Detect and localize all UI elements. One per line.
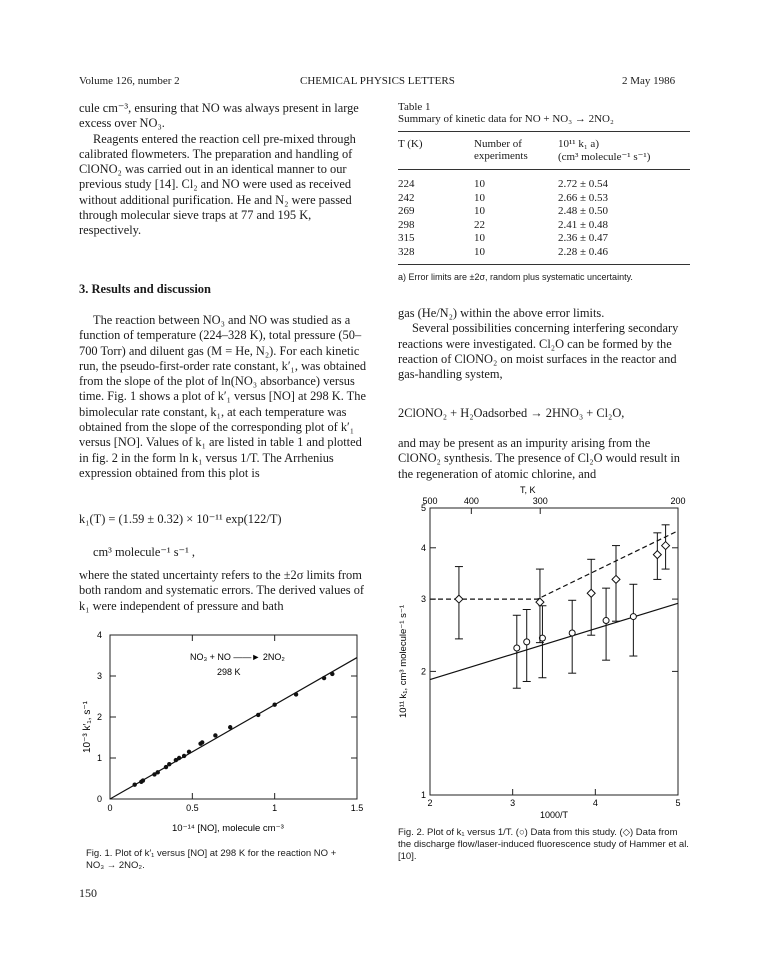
figure-2-chart <box>390 478 690 828</box>
cell-rate-constant: 2.48 ± 0.50 <box>558 205 609 217</box>
fig2-top-tick-label: 200 <box>670 496 686 506</box>
fig1-y-axis-label: 10⁻³ k′₁, s⁻¹ <box>82 701 93 753</box>
section-heading: 3. Results and discussion <box>79 282 211 296</box>
fig1-fit-line <box>110 658 357 799</box>
fig1-x-tick-label: 1.5 <box>350 803 364 813</box>
kinetic-data-rows <box>398 178 690 259</box>
fig1-reaction-label: NO₃ + NO ——► 2NO₂ <box>190 652 285 662</box>
figure-1-chart <box>72 625 372 843</box>
cell-rate-constant: 2.36 ± 0.47 <box>558 232 609 244</box>
right-column-body <box>398 306 690 382</box>
col-header-rate-constant <box>558 138 690 163</box>
fig1-data-point <box>182 754 186 758</box>
left-column-top <box>79 101 369 239</box>
col-header-experiments <box>474 138 558 163</box>
left-column-body <box>79 313 369 481</box>
paragraph: Several possibilities concerning interfering secondary reactions were investigated. Cl₂O can be formed by the reaction of ClONO₂ on moist surfaces in the reactor and gas-handling system, <box>398 321 679 382</box>
table-row <box>398 205 690 219</box>
table-subtitle: Summary of kinetic data for NO + NO₃ → 2NO₂ <box>398 113 614 125</box>
fig1-data-point <box>256 713 260 717</box>
fig2-data-point-hammer <box>455 595 463 603</box>
fig2-top-tick-label: 500 <box>422 496 438 506</box>
fig2-top-tick-label: 300 <box>532 496 548 506</box>
figure-1-caption: Fig. 1. Plot of k′₁ versus [NO] at 298 K for the reaction NO + NO₃ → 2NO₂. <box>86 848 337 871</box>
fig1-data-point <box>228 725 232 729</box>
fig1-y-tick-label: 0 <box>96 794 102 804</box>
cell-temperature: 242 <box>398 191 415 204</box>
fig2-y-tick-label: 5 <box>420 503 426 513</box>
table-title: Table 1 <box>398 101 431 113</box>
fig2-dashed-fit-line <box>430 531 678 599</box>
fig2-solid-fit-line <box>430 603 678 679</box>
fig2-x-tick-label: 5 <box>675 798 681 808</box>
fig2-y-tick-label: 3 <box>420 594 426 605</box>
fig1-data-point <box>156 770 160 774</box>
cell-temperature: 328 <box>398 245 415 258</box>
fig1-y-tick-label: 4 <box>96 630 102 640</box>
fig2-data-point-hammer <box>612 575 620 583</box>
fig1-data-point <box>294 692 298 696</box>
fig2-x-tick-label: 4 <box>592 798 598 808</box>
fig1-data-point <box>213 733 217 737</box>
cell-rate-constant: 2.72 ± 0.54 <box>558 178 609 190</box>
fig1-data-point <box>330 672 334 676</box>
fig1-data-point <box>200 740 204 744</box>
cell-temperature: 224 <box>398 178 415 190</box>
running-header-date: 2 May 1986 <box>622 75 676 87</box>
equation-units: cm³ molecule⁻¹ s⁻¹ , <box>93 545 195 559</box>
paragraph: where the stated uncertainty refers to the ±2σ limits from both random and systematic errors. The derived values of k₁ were independent of pressure and bath <box>79 568 365 613</box>
cell-experiments: 10 <box>474 178 485 190</box>
paragraph: The reaction between NO₃ and NO was studied as a function of temperature (224–328 K), total pressure (50–700 Torr) and diluent gas (M = He, N₂). For each kinetic run, the pseudo-first-order rate constant, k′₁, was obtained from the slope of the plot of ln(NO₃ absorbance) versus time. Fig. 1 shows a plot of k′₁ versus [NO] at 298 K. The bimolecular rate constant, k₁, at each temperature was obtained from the slope of the corresponding plot of k′₁ versus [NO]. Values of k₁ are listed in table 1 and plotted in fig. 2 in the form ln k₁ versus 1/T. The Arrhenius expression obtained from this plot is <box>79 313 367 480</box>
fig2-y-axis-label: 10¹¹ k₁, cm³ molecule⁻¹ s⁻¹ <box>398 605 409 718</box>
fig2-data-point-this-study <box>524 639 530 645</box>
fig2-data-point-this-study <box>603 618 609 624</box>
cell-rate-constant: 2.66 ± 0.53 <box>558 191 609 204</box>
right-column-continued <box>398 436 690 482</box>
fig1-y-tick-label: 3 <box>96 671 102 681</box>
fig2-data-point-hammer <box>662 542 670 550</box>
page-number: 150 <box>79 886 97 900</box>
arrhenius-equation: k₁(T) = (1.59 ± 0.32) × 10⁻¹¹ exp(122/T) <box>79 512 282 526</box>
fig1-y-tick-label: 2 <box>96 712 102 722</box>
cell-temperature: 315 <box>398 232 415 244</box>
fig1-y-tick-label: 1 <box>96 753 102 763</box>
fig1-temp-label: 298 K <box>217 667 241 677</box>
table-row <box>398 192 690 206</box>
cell-experiments: 10 <box>474 191 485 204</box>
fig2-x-tick-label: 3 <box>510 798 516 808</box>
left-column-after-eq <box>79 568 369 614</box>
table-header-row <box>398 138 690 163</box>
fig2-top-tick-label: 400 <box>463 496 479 506</box>
fig1-data-point <box>167 762 171 766</box>
kinetic-data-table <box>398 138 690 163</box>
fig1-x-tick-label: 1 <box>272 803 278 813</box>
fig1-data-point <box>272 703 276 707</box>
paragraph: and may be present as an impurity arising from the ClONO₂ synthesis. The presence of Cl₂O would result in the regeneration of atomic chlorine, and <box>398 436 681 481</box>
cell-temperature: 269 <box>398 205 415 217</box>
col-header-line: 10¹¹ k₁ a) <box>558 138 599 150</box>
paragraph: Reagents entered the reaction cell pre-mixed through calibrated flowmeters. The preparation and handling of ClONO₂ was carried out in an identical manner to our previous study [14]. Cl₂ and NO were used as received without additional purification. He and N₂ were passed through molecular sieve traps at 77 and 195 K, respectively. <box>79 131 356 238</box>
cell-rate-constant: 2.28 ± 0.46 <box>558 245 609 258</box>
fig1-x-axis-label: 10⁻¹⁴ [NO], molecule cm⁻³ <box>172 823 284 834</box>
table-row <box>398 178 690 192</box>
fig1-data-point <box>141 778 145 782</box>
fig1-data-point <box>177 756 181 760</box>
paragraph: gas (He/N₂) within the above error limits. <box>398 306 605 320</box>
fig2-data-point-hammer <box>653 551 661 559</box>
figure-2-caption: Fig. 2. Plot of k₁ versus 1/T. (○) Data from this study. (◇) Data from the discharge flow/laser-induced fluorescence study of Hammer et al. [10]. <box>398 827 689 862</box>
fig1-x-tick-label: 0 <box>107 803 113 813</box>
fig2-x-tick-label: 2 <box>427 798 433 808</box>
col-header-line: Number of <box>474 138 522 150</box>
table-row <box>398 232 690 246</box>
col-header-line: (cm³ molecule⁻¹ s⁻¹) <box>558 151 651 163</box>
cell-experiments: 10 <box>474 245 485 258</box>
col-header-temperature: T (K) <box>398 138 423 150</box>
fig1-data-point <box>322 676 326 680</box>
fig2-data-point-this-study <box>569 630 575 636</box>
reaction-equation: 2ClONO₂ + H₂Oadsorbed → 2HNO₃ + Cl₂O, <box>398 406 625 420</box>
running-header-journal: CHEMICAL PHYSICS LETTERS <box>300 75 455 87</box>
cell-rate-constant: 2.41 ± 0.48 <box>558 218 609 231</box>
fig2-y-tick-label: 2 <box>420 666 426 677</box>
fig2-x-axis-label: 1000/T <box>540 810 569 820</box>
fig1-data-point <box>164 765 168 769</box>
fig1-x-tick-label: 0.5 <box>186 803 199 813</box>
cell-temperature: 298 <box>398 218 415 231</box>
table-footnote: a) Error limits are ±2σ, random plus systematic uncertainty. <box>398 272 633 282</box>
cell-experiments: 10 <box>474 232 485 244</box>
fig2-y-tick-label: 4 <box>420 542 426 553</box>
table-row <box>398 246 690 260</box>
table-row <box>398 219 690 233</box>
fig1-data-point <box>187 750 191 754</box>
fig2-y-tick-label: 1 <box>420 790 426 800</box>
cell-experiments: 10 <box>474 205 485 217</box>
fig2-plot-frame <box>430 508 678 795</box>
fig2-data-point-this-study <box>630 614 636 620</box>
col-header-line: experiments <box>474 150 528 162</box>
cell-experiments: 22 <box>474 218 485 231</box>
fig2-data-point-hammer <box>587 589 595 597</box>
table-1 <box>398 101 690 283</box>
fig2-top-axis-label: T, K <box>520 485 536 495</box>
paragraph: cule cm⁻³, ensuring that NO was always present in large excess over NO₃. <box>79 101 359 131</box>
running-header-volume: Volume 126, number 2 <box>79 75 180 87</box>
fig1-data-point <box>133 782 137 786</box>
fig2-data-point-this-study <box>514 645 520 651</box>
